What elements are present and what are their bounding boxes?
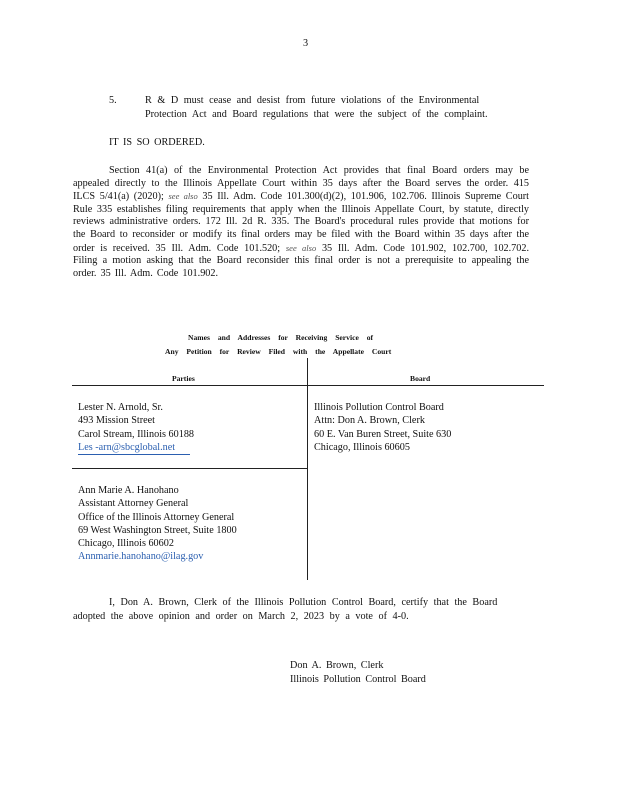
appeal-part1: Section 41(a) of the Environmental Protection Act provides that final Board orders may be appealed directly to the Illinois Appellate Court within 35 days after the Board serves the order. 415 ILCS 5/41(a) (2020);	[73, 165, 529, 203]
party1-street: 493 Mission Street	[78, 415, 155, 427]
board-block	[314, 401, 451, 454]
party-separator-rule	[72, 468, 308, 469]
party1-block	[78, 401, 194, 454]
party1-email-underline	[78, 454, 190, 455]
page-number: 3	[303, 38, 309, 49]
appeal-part2: 35 Ill. Adm. Code 101.300(d)(2), 101.906, 102.706. Illinois Supreme Court Rule 335 establishes filing requirements that apply when the Illinois Appellate Court, by statute, directly reviews administrative orders. 172 Ill. 2d R. 335. The Board's procedural rules provide that motions for the Board to reconsider or modify its final orders may be filed with the Board within 35 days after the order is received. 35 Ill. Adm. Code 101.520;	[73, 191, 530, 254]
table-header-rule	[72, 385, 544, 386]
board-street: 60 E. Van Buren Street, Suite 630	[314, 428, 452, 440]
signature-name: Don A. Brown, Clerk	[290, 660, 384, 671]
order-item-number: 5.	[109, 95, 117, 106]
see-also-2: see also	[285, 242, 317, 253]
party1-email-link[interactable]: Les -arn@sbcglobal.net	[78, 441, 176, 453]
table-caption-line2: Any Petition for Review Filed with the Appellate Court	[165, 347, 392, 356]
board-name: Illinois Pollution Control Board	[314, 402, 444, 413]
party2-email-link[interactable]: Annmarie.hanohano@ilag.gov	[78, 551, 204, 563]
table-divider-vertical	[307, 358, 308, 580]
see-also-1: see also	[168, 191, 198, 202]
order-item-line2: Protection Act and Board regulations that were the subject of the complaint.	[145, 109, 488, 120]
order-item-line1: R & D must cease and desist from future violations of the Environmental	[145, 95, 480, 106]
party2-block	[78, 484, 237, 564]
party2-street: 69 West Washington Street, Suite 1800	[78, 524, 237, 536]
col-header-parties: Parties	[172, 374, 195, 383]
appeal-paragraph	[73, 165, 529, 280]
certification-line2: adopted the above opinion and order on March 2, 2023 by a vote of 4-0.	[73, 611, 409, 622]
col-header-board: Board	[410, 374, 431, 383]
board-city: Chicago, Illinois 60605	[314, 441, 410, 453]
party2-title: Assistant Attorney General	[78, 498, 189, 510]
table-caption-line1: Names and Addresses for Receiving Service of	[188, 333, 374, 342]
appeal-part3: 35 Ill. Adm. Code 101.902, 102.700, 102.702. Filing a motion asking that the Board reconsider this final order is not a prerequisite to appealing the order. 35 Ill. Adm. Code 101.902.	[73, 242, 530, 279]
certification-line1: I, Don A. Brown, Clerk of the Illinois Pollution Control Board, certify that the Board	[109, 597, 498, 608]
party1-name: Lester N. Arnold, Sr.	[78, 402, 163, 413]
party2-name: Ann Marie A. Hanohano	[78, 485, 179, 496]
party2-city: Chicago, Illinois 60602	[78, 538, 174, 550]
signature-org: Illinois Pollution Control Board	[290, 674, 426, 685]
party1-city: Carol Stream, Illinois 60188	[78, 428, 195, 440]
party2-office: Office of the Illinois Attorney General	[78, 511, 235, 523]
so-ordered: IT IS SO ORDERED.	[109, 137, 205, 148]
board-attn: Attn: Don A. Brown, Clerk	[314, 415, 425, 427]
